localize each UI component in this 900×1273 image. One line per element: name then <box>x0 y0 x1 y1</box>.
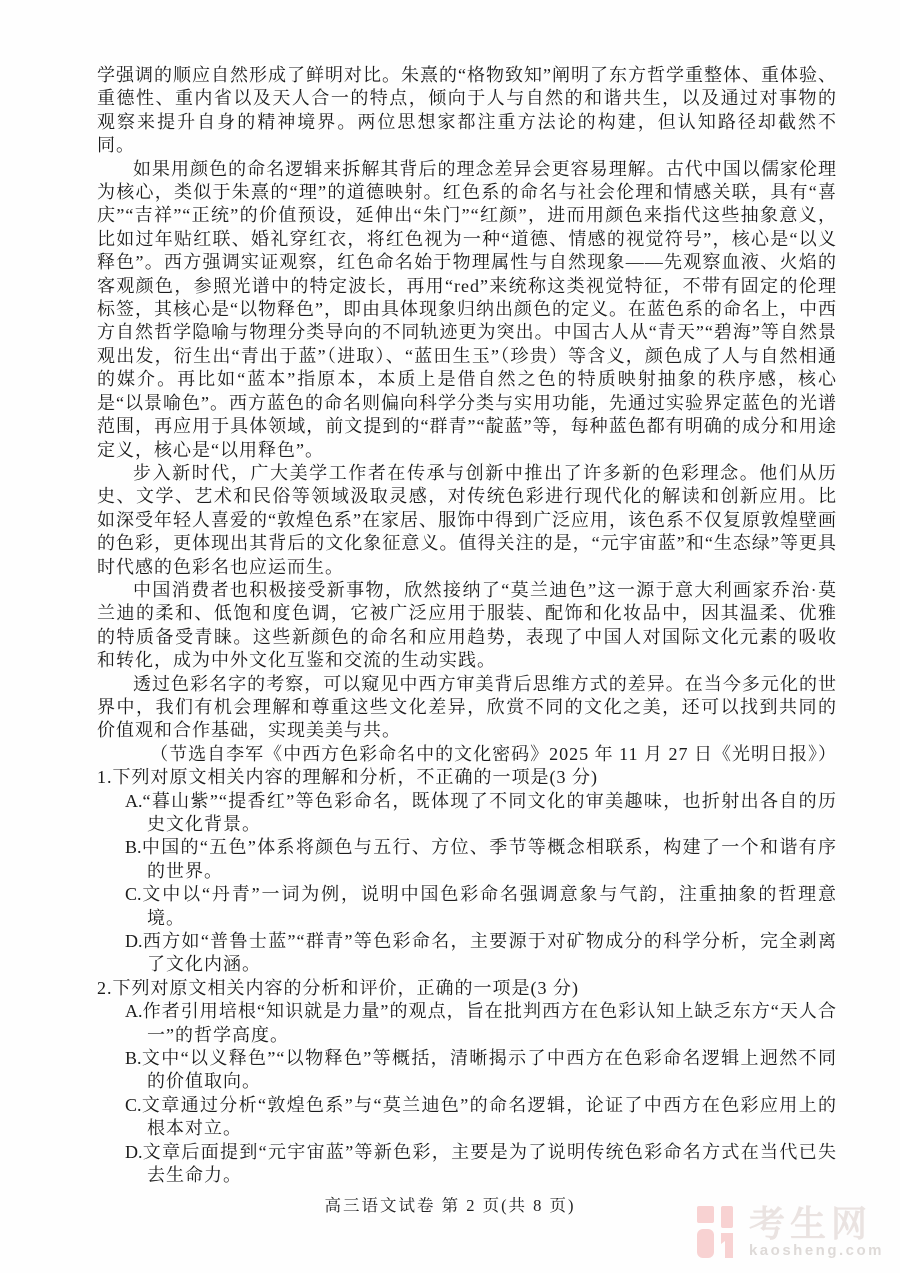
option-b-label: B. <box>125 1048 142 1069</box>
passage-paragraph: 如果用颜色的命名逻辑来拆解其背后的理念差异会更容易理解。古代中国以儒家伦理为核心，类似于朱熹的“理”的道德映射。红色系的命名与社会伦理和情感关联，具有“喜庆”“吉祥”“正统”的价值预设，延伸出“朱门”“红颜”，进而用颜色来指代这些抽象意义，比如过年贴红联、婚礼穿红衣，将红色视为一种“道德、情感的视觉符号”，核心是“以义释色”。西方强调实证观察，红色命名始于物理属性与自然现象——先观察血液、火焰的客观颜色，参照光谱中的特定波长，再用“red”来统称这类视觉特征，不带有固定的伦理标签，其核心是“以物释色”，即由具体现象归纳出颜色的定义。在蓝色系的命名上，中西方自然哲学隐喻与物理分类导向的不同轨迹更为突出。中国古人从“青天”“碧海”等自然景观出发，衍生出“青出于蓝”（进取）、“蓝田生玉”（珍贵）等含义，颜色成了人与自然相通的媒介。再比如“蓝本”指原本，本质上是借自然之色的特质映射抽象的秩序感，核心是“以景喻色”。西方蓝色的命名则偏向科学分类与实用功能，先通过实验界定蓝色的光谱范围，再应用于具体领域，前文提到的“群青”“靛蓝”等，每种蓝色都有明确的成分和用途定义，核心是“以用释色”。 <box>97 158 837 460</box>
option-d-label: D. <box>125 1141 143 1162</box>
page-footer-text: 高三语文试卷 第 2 页(共 8 页) <box>324 1196 576 1215</box>
option-c-text: 文中以“丹青”一词为例，说明中国色彩命名强调意象与气韵，注重抽象的哲理意境。 <box>141 884 837 928</box>
passage-source-attribution: （节选自李军《中西方色彩命名中的文化密码》2025 年 11 月 27 日《光明日报》） <box>150 743 837 764</box>
option-a-text: “暮山紫”“提香红”等色彩命名，既体现了不同文化的审美趣味，也折射出各自的历史文化背景。 <box>142 790 837 834</box>
page-content <box>97 64 837 1188</box>
option-d-label: D. <box>125 931 143 952</box>
question-1-stem-text: 下列对原文相关内容的理解和分析，不正确的一项是(3 分) <box>112 767 598 788</box>
option-b-label: B. <box>125 837 142 858</box>
kaosheng-watermark-text <box>748 1203 884 1259</box>
option-d-text: 文章后面提到“元宇宙蓝”等新色彩，主要是为了说明传统色彩命名方式在当代已失去生命力。 <box>142 1141 837 1186</box>
passage-paragraph: 步入新时代，广大美学工作者在传承与创新中推出了许多新的色彩理念。他们从历史、文学、艺术和民俗等领域汲取灵感，对传统色彩进行现代化的解读和创新应用。比如深受年轻人喜爱的“敦煌色系”在家居、服饰中得到广泛应用，该色系不仅复原敦煌壁画的色彩，更体现出其背后的文化象征意义。值得关注的是，“元宇宙蓝”和“生态绿”等更具时代感的色彩名也应运而生。 <box>97 462 837 577</box>
kaosheng-site-name: 考生网 <box>748 1203 872 1244</box>
kaosheng-logo-icon <box>697 1206 741 1265</box>
question-2-option-b <box>97 1047 837 1094</box>
question-1-stem <box>97 766 837 789</box>
passage-paragraph: 中国消费者也积极接受新事物，欣然接纳了“莫兰迪色”这一源于意大利画家乔治·莫兰迪的柔和、低饱和度色调，它被广泛应用于服装、配饰和化妆品中，因其温柔、优雅的特质备受青睐。这些新颜色的命名和应用趋势，表现了中国人对国际文化元素的吸收和转化，成为中外文化互鉴和交流的生动实践。 <box>97 579 837 671</box>
question-1-option-c <box>97 883 837 930</box>
passage-paragraph: 透过色彩名字的考察，可以窥见中西方审美背后思维方式的差异。在当今多元化的世界中，我们有机会理解和尊重这些文化差异，欣赏不同的文化之美，还可以找到共同的价值观和合作基础，实现美美与共。 <box>97 673 837 741</box>
option-b-text: 中国的“五色”体系将颜色与五行、方位、季节等概念相联系，构建了一个和谐有序的世界。 <box>141 837 837 881</box>
option-c-label: C. <box>125 884 142 905</box>
question-2-option-c <box>97 1094 837 1141</box>
kaosheng-site-domain: kaosheng.com <box>748 1242 884 1259</box>
option-d-text: 西方如“普鲁士蓝”“群青”等色彩命名，主要源于对矿物成分的科学分析，完全剥离了文化内涵。 <box>142 931 837 975</box>
question-1 <box>97 766 837 977</box>
question-2 <box>97 977 837 1188</box>
question-2-stem <box>97 977 837 1000</box>
option-a-text: 作者引用培根“知识就是力量”的观点，旨在批判西方在色彩认知上缺乏东方“天人合一”的哲学高度。 <box>142 1001 837 1045</box>
kaosheng-watermark <box>697 1203 884 1265</box>
question-1-option-d <box>97 930 837 977</box>
question-2-number: 2. <box>97 977 113 998</box>
question-1-number: 1. <box>97 767 113 788</box>
option-a-label: A. <box>125 1001 143 1022</box>
option-b-text: 文中“以义释色”“以物释色”等概括，清晰揭示了中西方在色彩命名逻辑上迥然不同的价值取向。 <box>141 1048 837 1092</box>
question-1-option-a <box>97 790 837 837</box>
question-2-option-d <box>97 1141 837 1188</box>
question-1-option-b <box>97 836 837 883</box>
option-a-label: A. <box>125 790 143 811</box>
option-c-label: C. <box>125 1094 142 1115</box>
question-2-stem-text: 下列对原文相关内容的分析和评价，正确的一项是(3 分) <box>112 977 579 998</box>
option-c-text: 文章通过分析“敦煌色系”与“莫兰迪色”的命名逻辑，论证了中西方在色彩应用上的根本对立。 <box>141 1094 837 1139</box>
passage-paragraph-continuation: 学强调的顺应自然形成了鲜明对比。朱熹的“格物致知”阐明了东方哲学重整体、重体验、重德性、重内省以及天人合一的特点，倾向于人与自然的和谐共生，以及通过对事物的观察来提升自身的精神境界。两位思想家都注重方法论的构建，但认知路径却截然不同。 <box>97 65 837 156</box>
question-2-option-a <box>97 1000 837 1047</box>
